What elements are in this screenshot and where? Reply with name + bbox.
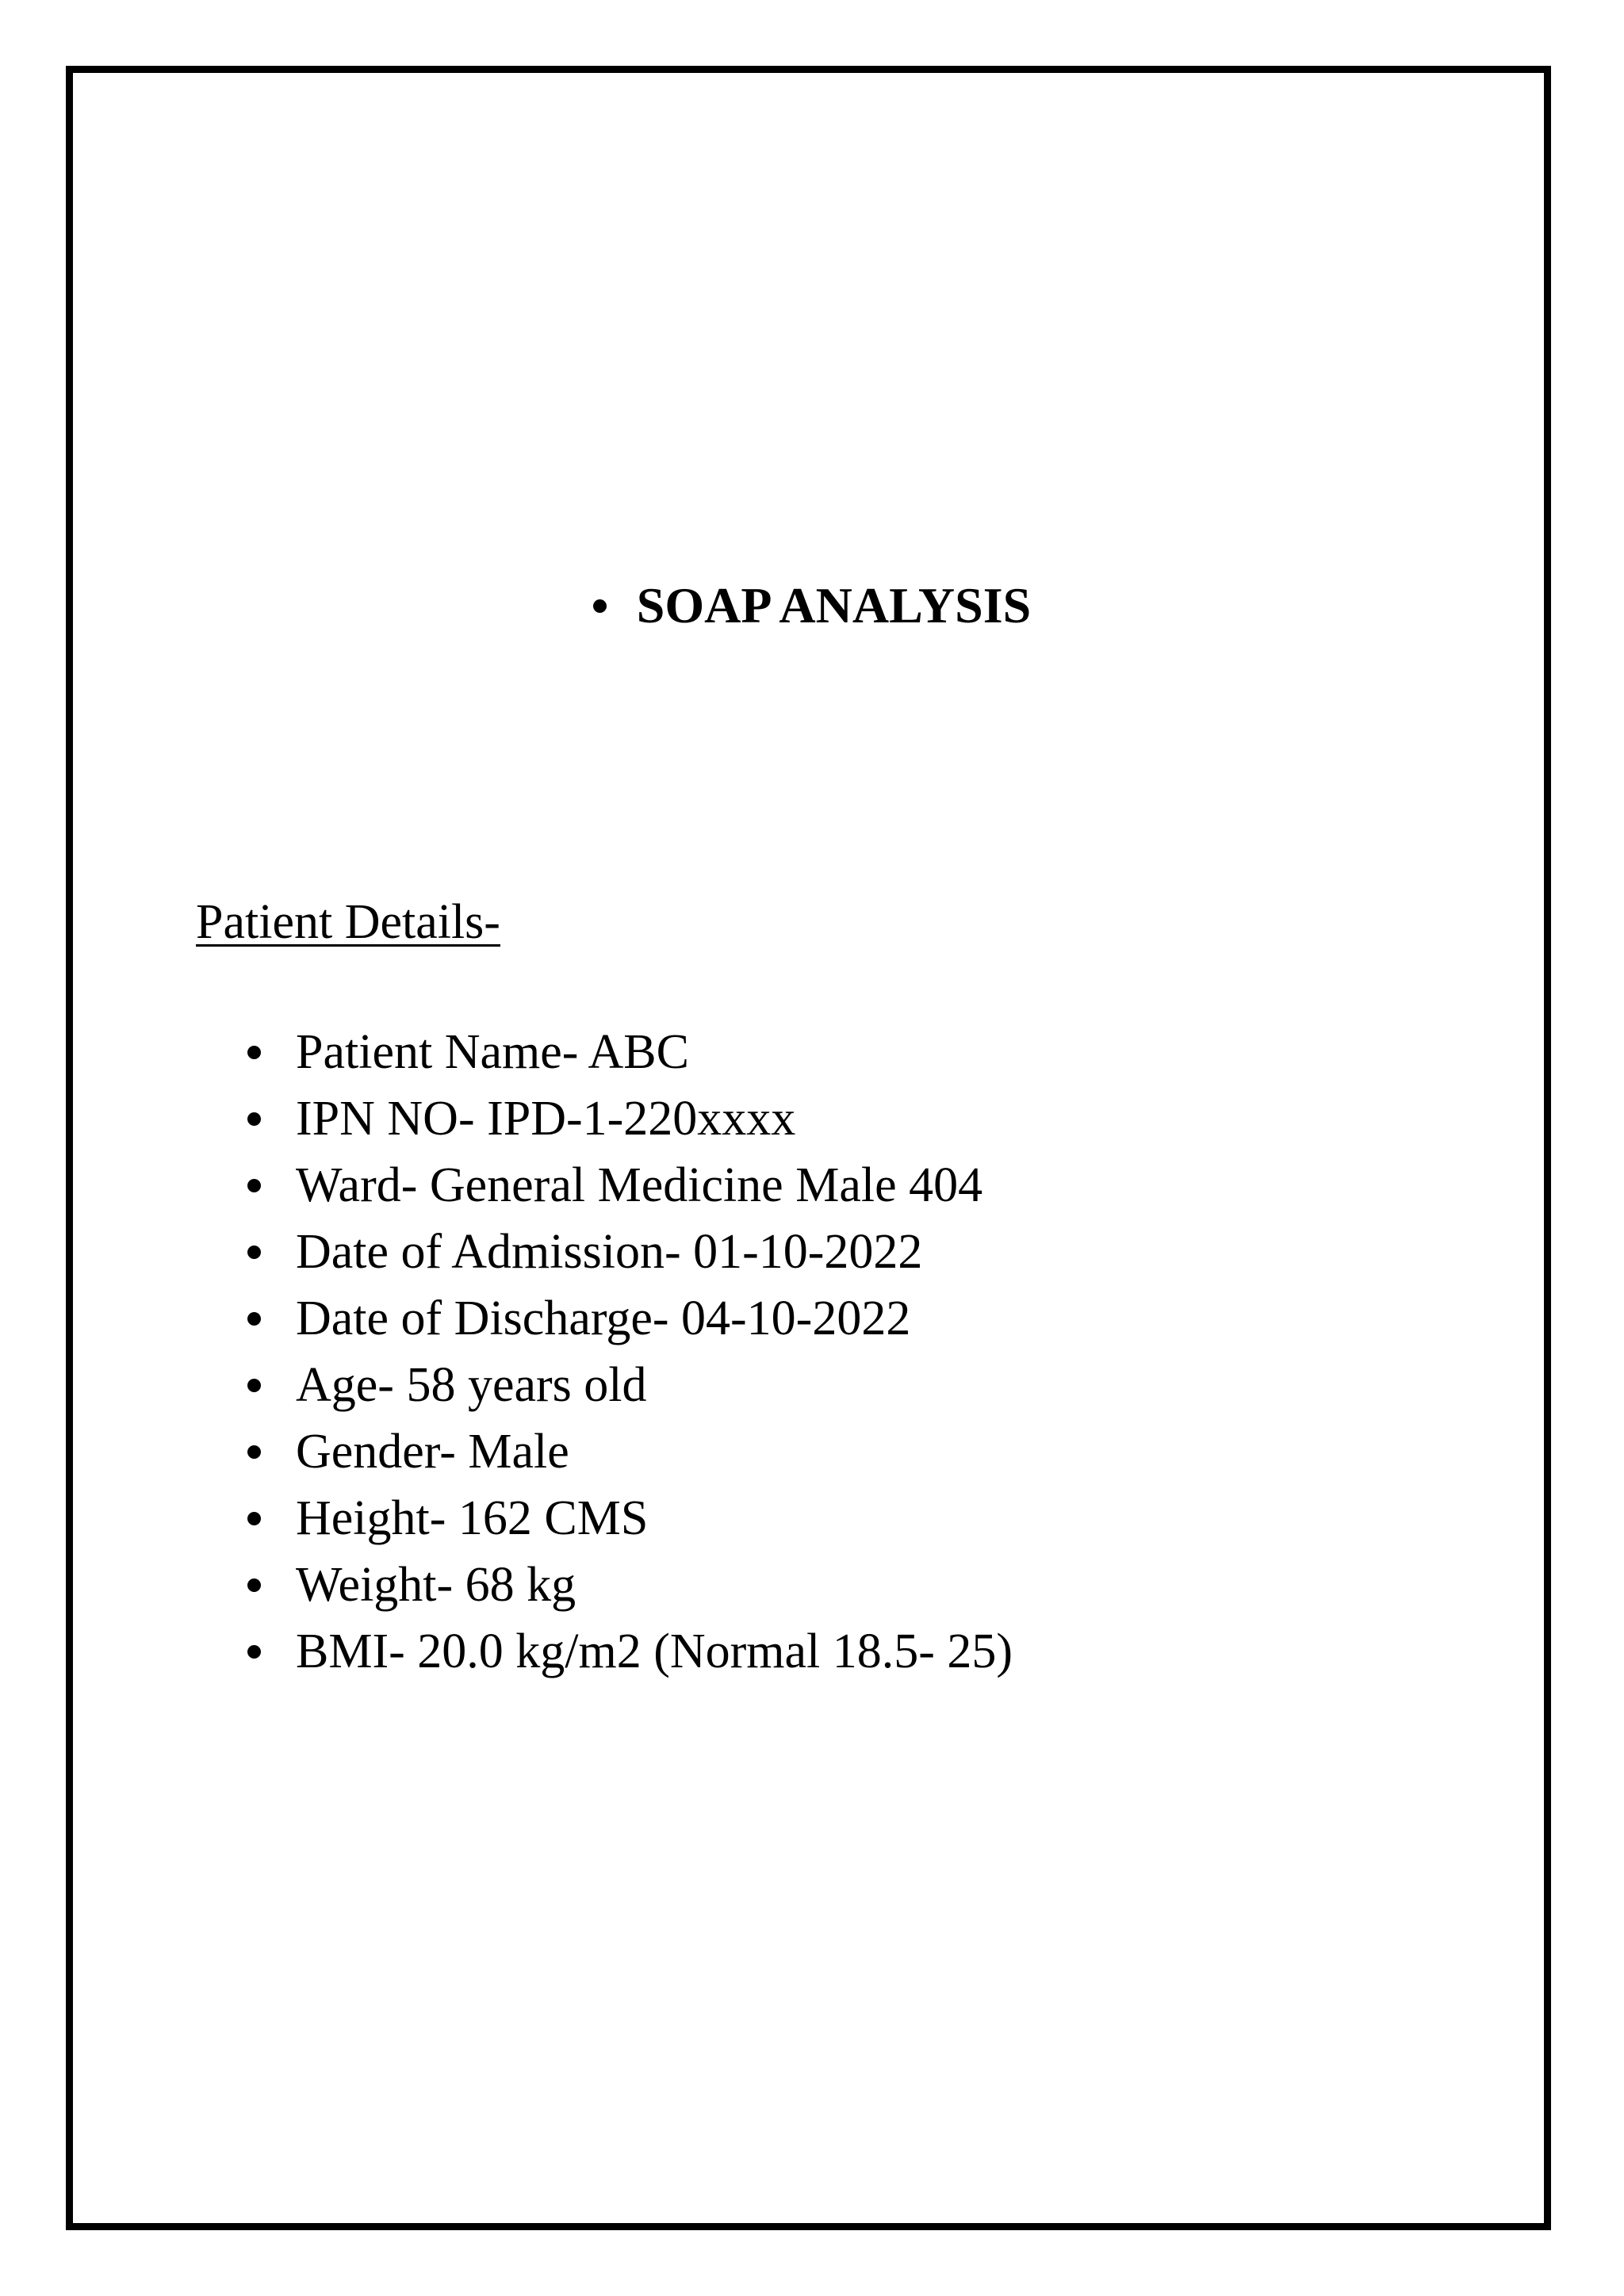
patient-details-heading: Patient Details- — [196, 895, 500, 949]
detail-patient-name — [247, 1019, 1013, 1085]
detail-date-of-discharge — [247, 1285, 1013, 1352]
bullet-icon — [593, 599, 607, 613]
detail-ward — [247, 1152, 1013, 1219]
detail-text: Gender- Male — [296, 1425, 569, 1479]
bullet-icon — [247, 1312, 261, 1326]
detail-text: IPN NO- IPD-1-220xxxx — [296, 1092, 796, 1146]
document-title: SOAP ANALYSIS — [636, 577, 1032, 633]
detail-gender — [247, 1418, 1013, 1485]
detail-height — [247, 1485, 1013, 1552]
title-row — [0, 574, 1624, 637]
bullet-icon — [247, 1645, 261, 1659]
detail-text: Ward- General Medicine Male 404 — [296, 1158, 983, 1212]
bullet-icon — [247, 1512, 261, 1525]
detail-ipn-no — [247, 1085, 1013, 1152]
detail-bmi — [247, 1618, 1013, 1685]
detail-text: Date of Discharge- 04-10-2022 — [296, 1292, 911, 1345]
detail-weight — [247, 1552, 1013, 1618]
bullet-icon — [247, 1445, 261, 1459]
bullet-icon — [247, 1578, 261, 1592]
bullet-icon — [247, 1046, 261, 1059]
detail-text: Height- 162 CMS — [296, 1491, 649, 1545]
bullet-icon — [247, 1112, 261, 1126]
bullet-icon — [247, 1246, 261, 1259]
detail-text: Date of Admission- 01-10-2022 — [296, 1225, 923, 1279]
patient-details-list — [247, 1019, 1013, 1685]
detail-text: Weight- 68 kg — [296, 1558, 576, 1612]
detail-date-of-admission — [247, 1219, 1013, 1285]
bullet-icon — [247, 1379, 261, 1392]
detail-text: BMI- 20.0 kg/m2 (Normal 18.5- 25) — [296, 1624, 1013, 1678]
bullet-icon — [247, 1179, 261, 1192]
detail-text: Patient Name- ABC — [296, 1025, 689, 1079]
title-container — [593, 577, 1032, 633]
detail-age — [247, 1352, 1013, 1418]
detail-text: Age- 58 years old — [296, 1358, 647, 1412]
